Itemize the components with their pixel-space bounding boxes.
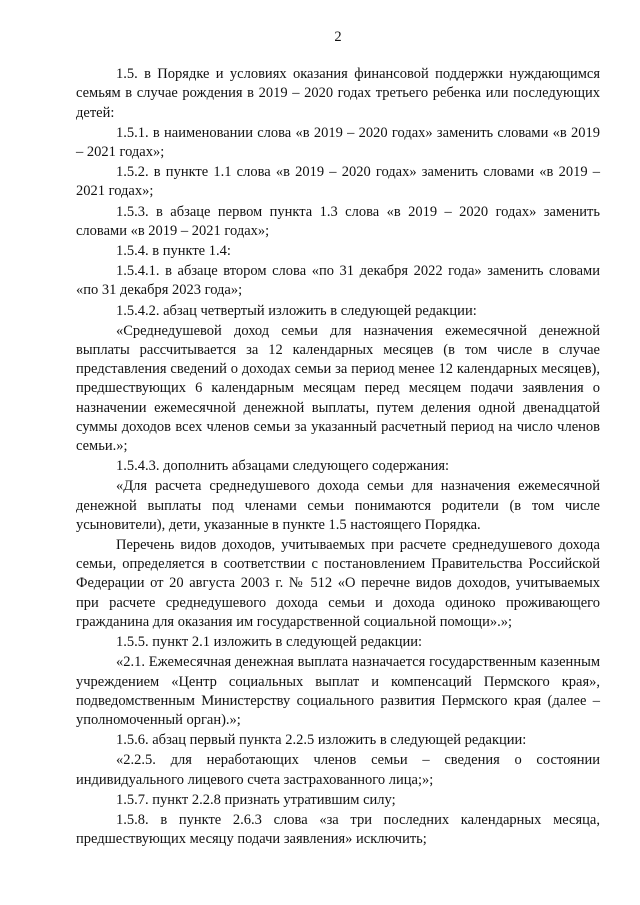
paragraph: 1.5.2. в пункте 1.1 слова «в 2019 – 2020 годах» заменить словами «в 2019 – 2021 годах»; bbox=[76, 164, 600, 200]
paragraph: 1.5.1. в наименовании слова «в 2019 – 2020 годах» заменить словами «в 2019 – 2021 годах»; bbox=[76, 124, 600, 161]
page-number: 2 bbox=[334, 29, 342, 45]
paragraph: 1.5.4. в пункте 1.4: bbox=[116, 243, 231, 260]
paragraph: «2.1. Ежемесячная денежная выплата назначается государственным казенным учреждением «Центр социальных выплат и компенсаций Пермского края», подведомственным Министерству социального развития Пермского края (далее – уполномоченный орган).»; bbox=[76, 654, 600, 728]
paragraph: 1.5.4.1. в абзаце втором слова «по 31 декабря 2022 года» заменить словами «по 31 декабря 2023 года»; bbox=[76, 263, 600, 299]
paragraph: 1.5.5. пункт 2.1 изложить в следующей редакции: bbox=[116, 634, 423, 651]
paragraph: «Для расчета среднедушевого дохода семьи для назначения ежемесячной денежной выплаты под членами семьи понимаются родители (в том числе усыновители), дети, указанные в пункте 1.5 настоящего Порядка. bbox=[76, 478, 600, 533]
paragraph: «Среднедушевой доход семьи для назначения ежемесячной денежной выплаты рассчитывается за 12 календарных месяцев (в том числе в случае представления сведений о доходах семьи за период менее 12 календарных месяцев), предшествующих 6 календарным месяцам перед месяцем подачи заявления о назначении ежемесячной денежной выплаты, путем деления одной двенадцатой суммы доходов всех членов семьи за указанный расчетный период на число членов семьи.»; bbox=[76, 322, 600, 455]
paragraph: Перечень видов доходов, учитываемых при расчете среднедушевого дохода семьи, определяется в соответствии с постановлением Правительства Российской Федерации от 20 августа 2003 г. № 512 «О перечне видов доходов, учитываемых при расчете среднедушевого дохода семьи и дохода одиноко проживающего гражданина для оказания им государственной социальной помощи».»; bbox=[76, 537, 600, 630]
paragraph: 1.5.6. абзац первый пункта 2.2.5 изложить в следующей редакции: bbox=[116, 732, 527, 749]
paragraph: 1.5.4.2. абзац четвертый изложить в следующей редакции: bbox=[116, 302, 477, 319]
paragraph: 1.5.7. пункт 2.2.8 признать утратившим силу; bbox=[116, 791, 396, 808]
paragraph: 1.5.8. в пункте 2.6.3 слова «за три последних календарных месяца, предшествующих месяцу подачи заявления» исключить; bbox=[76, 811, 600, 848]
paragraph: 1.5.3. в абзаце первом пункта 1.3 слова «в 2019 – 2020 годах» заменить словами «в 2019 – 2021 годах»; bbox=[76, 203, 600, 239]
paragraph: «2.2.5. для неработающих членов семьи – сведения о состоянии индивидуального лицевого счета застрахованного лица;»; bbox=[76, 752, 600, 788]
paragraph: 1.5.4.3. дополнить абзацами следующего содержания: bbox=[116, 458, 450, 475]
paragraph: 1.5. в Порядке и условиях оказания финансовой поддержки нуждающимся семьям в случае рождения в 2019 – 2020 годах третьего ребенка или последующих детей: bbox=[76, 66, 600, 121]
